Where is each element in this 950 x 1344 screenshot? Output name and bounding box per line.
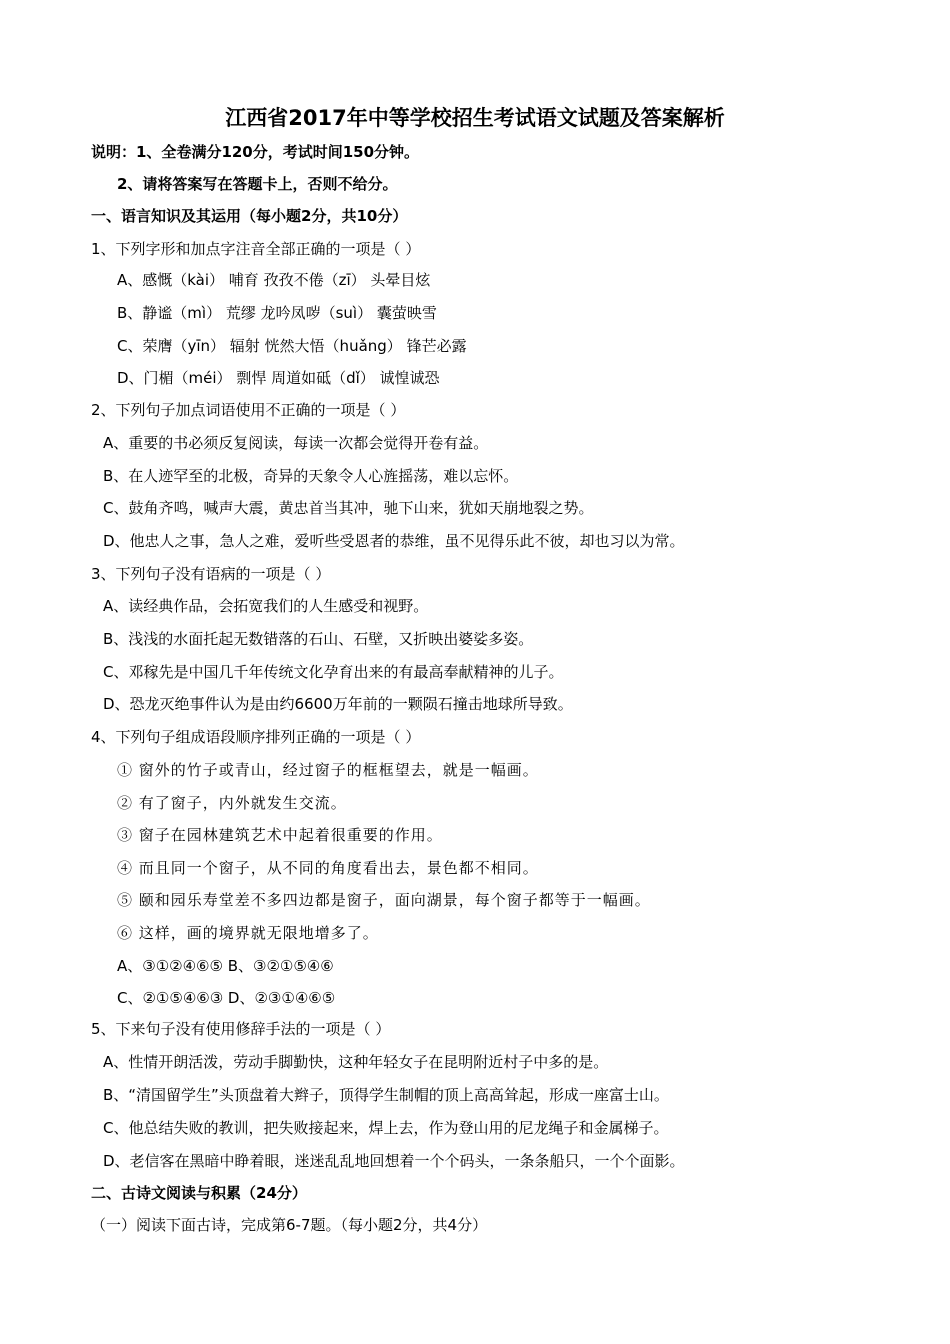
question-3-option-d: D、恐龙灭绝事件认为是由约6600万年前的一颗陨石撞击地球所导致。 bbox=[103, 695, 573, 713]
question-4-sentence-3: ③ 窗子在园林建筑艺术中起着很重要的作用。 bbox=[117, 826, 443, 844]
question-5-option-c: C、他总结失败的教训，把失败接起来，焊上去，作为登山用的尼龙绳子和金属梯子。 bbox=[103, 1119, 669, 1137]
question-2-option-a: A、重要的书必须反复阅读，每读一次都会觉得开卷有益。 bbox=[103, 434, 489, 452]
question-3-option-a: A、读经典作品，会拓宽我们的人生感受和视野。 bbox=[103, 597, 429, 615]
question-1-option-d: D、门楣（méi） 剽悍 周道如砥（dǐ） 诚惶诚恐 bbox=[117, 369, 440, 387]
section-2-part-1: （一）阅读下面古诗，完成第6-7题。（每小题2分，共4分） bbox=[91, 1216, 488, 1234]
question-3-stem: 3、下列句子没有语病的一项是（ ） bbox=[91, 565, 331, 583]
question-5-option-b: B、“清国留学生”头顶盘着大辫子，顶得学生制帽的顶上高高耸起，形成一座富士山。 bbox=[103, 1086, 669, 1104]
document-title: 江西省2017年中等学校招生考试语文试题及答案解析 bbox=[225, 106, 725, 130]
question-2-stem: 2、下列句子加点词语使用不正确的一项是（ ） bbox=[91, 401, 406, 419]
question-5-option-a: A、性情开朗活泼，劳动手脚勤快，这种年轻女子在昆明附近村子中多的是。 bbox=[103, 1053, 609, 1071]
question-2-option-c: C、鼓角齐鸣，喊声大震，黄忠首当其冲，驰下山来，犹如天崩地裂之势。 bbox=[103, 499, 594, 517]
question-4-sentence-1: ① 窗外的竹子或青山，经过窗子的框框望去，就是一幅画。 bbox=[117, 761, 539, 779]
question-1-option-a: A、感慨（kài） 哺育 孜孜不倦（zī） 头晕目炫 bbox=[117, 271, 431, 289]
question-5-stem: 5、下来句子没有使用修辞手法的一项是（ ） bbox=[91, 1020, 391, 1038]
question-4-stem: 4、下列句子组成语段顺序排列正确的一项是（ ） bbox=[91, 728, 421, 746]
question-1-stem: 1、下列字形和加点字注音全部正确的一项是（ ） bbox=[91, 240, 421, 258]
question-4-sentence-2: ② 有了窗子，内外就发生交流。 bbox=[117, 794, 347, 812]
question-4-sentence-4: ④ 而且同一个窗子，从不同的角度看出去，景色都不相同。 bbox=[117, 859, 539, 877]
section-2-heading: 二、古诗文阅读与积累（24分） bbox=[91, 1184, 307, 1202]
question-2-option-b: B、在人迹罕至的北极，奇异的天象令人心旌摇荡，难以忘怀。 bbox=[103, 467, 519, 485]
question-5-option-d: D、老信客在黑暗中睁着眼，迷迷乱乱地回想着一个个码头，一条条船只，一个个面影。 bbox=[103, 1152, 685, 1170]
question-4-sentence-6: ⑥ 这样，画的境界就无限地增多了。 bbox=[117, 924, 379, 942]
question-4-options-ab: A、③①②④⑥⑤ B、③②①⑤④⑥ bbox=[117, 957, 334, 975]
question-3-option-b: B、浅浅的水面托起无数错落的石山、石壁，又折映出婆娑多姿。 bbox=[103, 630, 534, 648]
question-1-option-b: B、静谧（mì） 荒缪 龙吟凤哕（suì） 囊萤映雪 bbox=[117, 304, 437, 322]
question-2-option-d: D、他忠人之事，急人之难，爱听些受恩者的恭维，虽不见得乐此不彼，却也习以为常。 bbox=[103, 532, 685, 550]
question-4-options-cd: C、②①⑤④⑥③ D、②③①④⑥⑤ bbox=[117, 989, 336, 1007]
instruction-1: 说明：1、全卷满分120分，考试时间150分钟。 bbox=[91, 143, 420, 161]
question-3-option-c: C、邓稼先是中国几千年传统文化孕育出来的有最高奉献精神的儿子。 bbox=[103, 663, 564, 681]
section-1-heading: 一、语言知识及其运用（每小题2分，共10分） bbox=[91, 207, 408, 225]
question-4-sentence-5: ⑤ 颐和园乐寿堂差不多四边都是窗子，面向湖景，每个窗子都等于一幅画。 bbox=[117, 891, 651, 909]
instruction-2: 2、请将答案写在答题卡上，否则不给分。 bbox=[117, 175, 398, 193]
question-1-option-c: C、荣膺（yīn） 辐射 恍然大悟（huǎng） 锋芒必露 bbox=[117, 337, 467, 355]
